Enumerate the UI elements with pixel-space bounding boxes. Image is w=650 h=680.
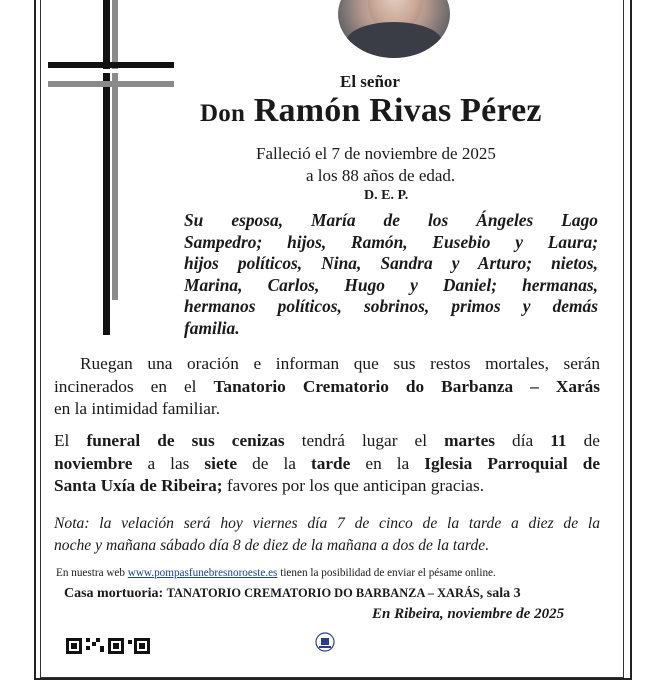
portrait-photo: [338, 0, 450, 58]
website-link[interactable]: www.pompasfunebresnoroeste.es: [127, 567, 278, 579]
family-line: Sampedro; hijos, Ramón, Eusebio y Laura;: [184, 231, 598, 252]
paragraph-line: Santa Uxía de Ribeira; favores por los que anticipan gracias.: [54, 476, 485, 496]
family-line: familia.: [184, 317, 240, 338]
dep-text: D. E. P.: [364, 188, 409, 203]
mortuary-label: Casa mortuoria:: [64, 586, 167, 601]
mortuary-info: [64, 586, 521, 602]
paragraph-line: incinerados en el Tanatorio Crematorio do Barbanza – Xarás: [54, 376, 600, 396]
note-line: Nota: la velación será hoy viernes día 7 de cinco de la tarde a diez de la: [54, 515, 600, 532]
family-line: Marina, Carlos, Hugo y Daniel; hermanas,: [184, 274, 598, 295]
place-date: En Ribeira, noviembre de 2025: [372, 606, 565, 622]
paragraph-line: El funeral de sus cenizas tendrá lugar el martes día 11 de: [54, 431, 600, 450]
family-line: Su esposa, María de los Ángeles Lago: [184, 210, 598, 230]
cross-icon: [48, 0, 188, 340]
name-prefix: Don: [200, 100, 246, 127]
funeral-home-logo: [312, 632, 338, 652]
note-line: noche y mañana sábado día 8 de diez de la mañana a dos de la tarde.: [54, 537, 490, 554]
family-list: [184, 210, 598, 339]
mortuary-place: TANATORIO CREMATORIO DO BARBANZA – XARÁS: [166, 586, 480, 600]
paragraph-line: Ruegan una oración e informan que sus restos mortales, serán: [80, 354, 600, 373]
note-wake: [54, 513, 600, 557]
name-text: Ramón Rivas Pérez: [253, 92, 542, 129]
paragraph-line: en la intimidad familiar.: [54, 399, 221, 419]
qr-code-icon: [66, 636, 150, 656]
paragraph-funeral: [54, 430, 600, 498]
header-title: El señor: [340, 72, 400, 91]
paragraph-line: noviembre a las siete de la tarde en la Iglesia Parroquial de: [54, 453, 600, 473]
family-line: hermanos políticos, sobrinos, primos y demás: [184, 296, 598, 316]
deceased-name: [200, 92, 542, 130]
web-condolence-text: En nuestra web www.pompasfunebresnoroeste.es tienen la posibilidad de enviar el pésame online.: [56, 567, 496, 579]
mortuary-room: , sala 3: [479, 586, 521, 601]
age-text: a los 88 años de edad.: [306, 166, 456, 185]
death-date: Falleció el 7 de noviembre de 2025: [256, 144, 496, 163]
family-line: hijos políticos, Nina, Sandra y Arturo; nietos,: [184, 253, 598, 273]
paragraph-cremation: [54, 353, 600, 421]
